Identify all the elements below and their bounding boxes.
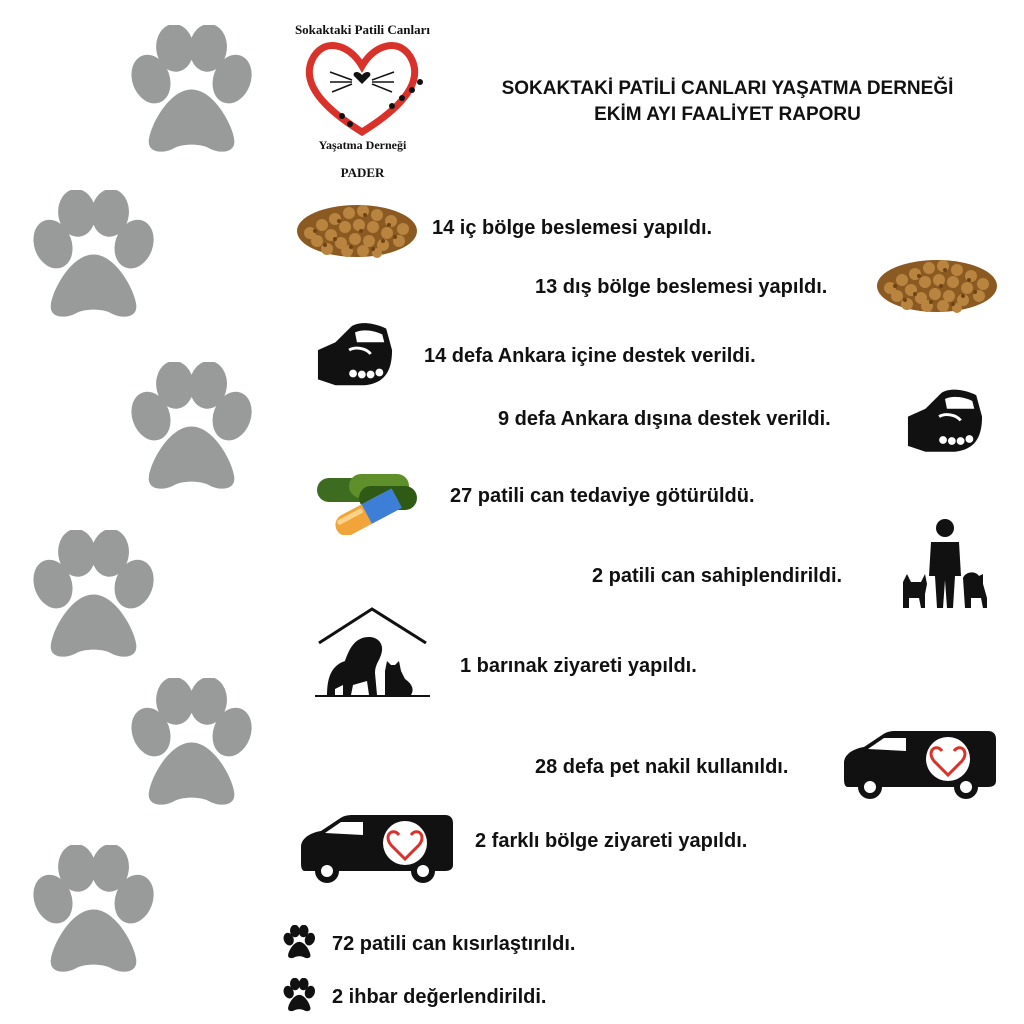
activity-item: 72 patili can kısırlaştırıldı. bbox=[332, 933, 576, 955]
activity-item: 28 defa pet nakil kullanıldı. bbox=[535, 756, 789, 778]
activity-item: 14 defa Ankara içine destek verildi. bbox=[424, 345, 756, 367]
adoption-icon bbox=[895, 518, 995, 610]
logo-middle-text: Yaşatma Derneği bbox=[318, 138, 407, 152]
pills-icon bbox=[315, 470, 420, 535]
pet-food-icon bbox=[875, 252, 1000, 314]
activity-item: 2 ihbar değerlendirildi. bbox=[332, 986, 547, 1008]
helping-hand-icon bbox=[316, 320, 394, 388]
decorative-paw-icon bbox=[128, 25, 253, 155]
shelter-icon bbox=[315, 605, 430, 700]
helping-hand-icon bbox=[906, 383, 984, 458]
paw-icon bbox=[282, 925, 316, 959]
title-line-2: EKİM AYI FAALİYET RAPORU bbox=[594, 104, 861, 125]
decorative-paw-icon bbox=[128, 362, 253, 492]
activity-item: 14 iç bölge beslemesi yapıldı. bbox=[432, 217, 713, 239]
activity-item: 13 dış bölge beslemesi yapıldı. bbox=[535, 276, 828, 298]
pader-logo bbox=[290, 20, 435, 188]
activity-item: 2 patili can sahiplendirildi. bbox=[592, 565, 843, 587]
logo-top-text: Sokaktaki Patili Canları bbox=[294, 22, 431, 37]
van-icon bbox=[838, 728, 998, 800]
van-icon bbox=[295, 812, 455, 884]
activity-item: 27 patili can tedaviye götürüldü. bbox=[450, 485, 755, 507]
decorative-paw-icon bbox=[30, 190, 155, 320]
decorative-paw-icon bbox=[128, 678, 253, 808]
pet-food-icon bbox=[295, 197, 420, 259]
title-line-1: SOKAKTAKİ PATİLİ CANLARI YAŞATMA DERNEĞİ bbox=[501, 78, 954, 99]
logo-bottom-text: PADER bbox=[340, 165, 385, 180]
paw-icon bbox=[282, 978, 316, 1012]
report-title bbox=[440, 76, 1015, 128]
activity-item: 1 barınak ziyareti yapıldı. bbox=[460, 655, 697, 677]
activity-item: 9 defa Ankara dışına destek verildi. bbox=[498, 408, 831, 430]
decorative-paw-icon bbox=[30, 845, 155, 975]
activity-item: 2 farklı bölge ziyareti yapıldı. bbox=[475, 830, 748, 852]
decorative-paw-icon bbox=[30, 530, 155, 660]
